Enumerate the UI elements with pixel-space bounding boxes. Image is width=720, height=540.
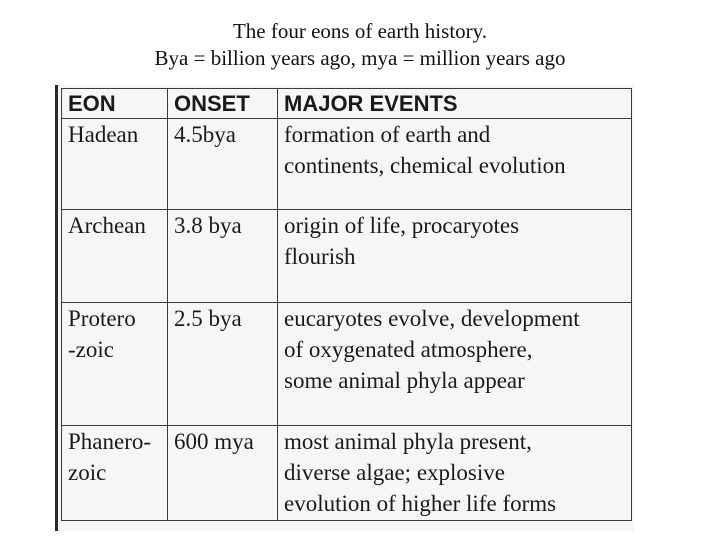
scanned-table-image xyxy=(55,85,634,531)
header-eon: EON xyxy=(62,89,168,119)
table-header-row xyxy=(62,89,632,119)
eon-name: zoic xyxy=(68,460,107,485)
header-major-events: MAJOR EVENTS xyxy=(278,89,632,119)
eon-name: Archean xyxy=(68,213,146,238)
table-row xyxy=(62,426,632,521)
events-line: evolution of higher life forms xyxy=(284,491,557,516)
onset-cell: 2.5 bya xyxy=(168,303,278,426)
eon-cell xyxy=(62,303,168,426)
events-line: origin of life, procaryotes xyxy=(284,213,520,238)
events-line: diverse algae; explosive xyxy=(284,460,505,485)
events-line: eucaryotes evolve, development xyxy=(284,306,580,331)
eon-cell xyxy=(62,426,168,521)
eon-name: -zoic xyxy=(68,337,114,362)
slide-title xyxy=(0,18,720,72)
eon-name: Hadean xyxy=(68,122,139,147)
eon-cell xyxy=(62,119,168,210)
eon-name: Phanero- xyxy=(68,429,152,454)
header-onset: ONSET xyxy=(168,89,278,119)
events-line: continents, chemical evolution xyxy=(284,153,566,178)
events-line: most animal phyla present, xyxy=(284,429,532,454)
title-line-2: Bya = billion years ago, mya = million years ago xyxy=(154,46,566,70)
events-line: formation of earth and xyxy=(284,122,491,147)
events-cell xyxy=(278,303,632,426)
table-row xyxy=(62,303,632,426)
eon-name: Protero xyxy=(68,306,136,331)
events-cell xyxy=(278,119,632,210)
eon-cell xyxy=(62,210,168,303)
onset-cell: 3.8 bya xyxy=(168,210,278,303)
table-row xyxy=(62,210,632,303)
events-line: flourish xyxy=(284,244,356,269)
table-row xyxy=(62,119,632,210)
eons-table xyxy=(61,88,632,521)
onset-cell: 4.5bya xyxy=(168,119,278,210)
events-cell xyxy=(278,210,632,303)
events-cell xyxy=(278,426,632,521)
title-line-1: The four eons of earth history. xyxy=(232,19,488,43)
events-line: of oxygenated atmosphere, xyxy=(284,337,533,362)
onset-cell: 600 mya xyxy=(168,426,278,521)
events-line: some animal phyla appear xyxy=(284,368,525,393)
